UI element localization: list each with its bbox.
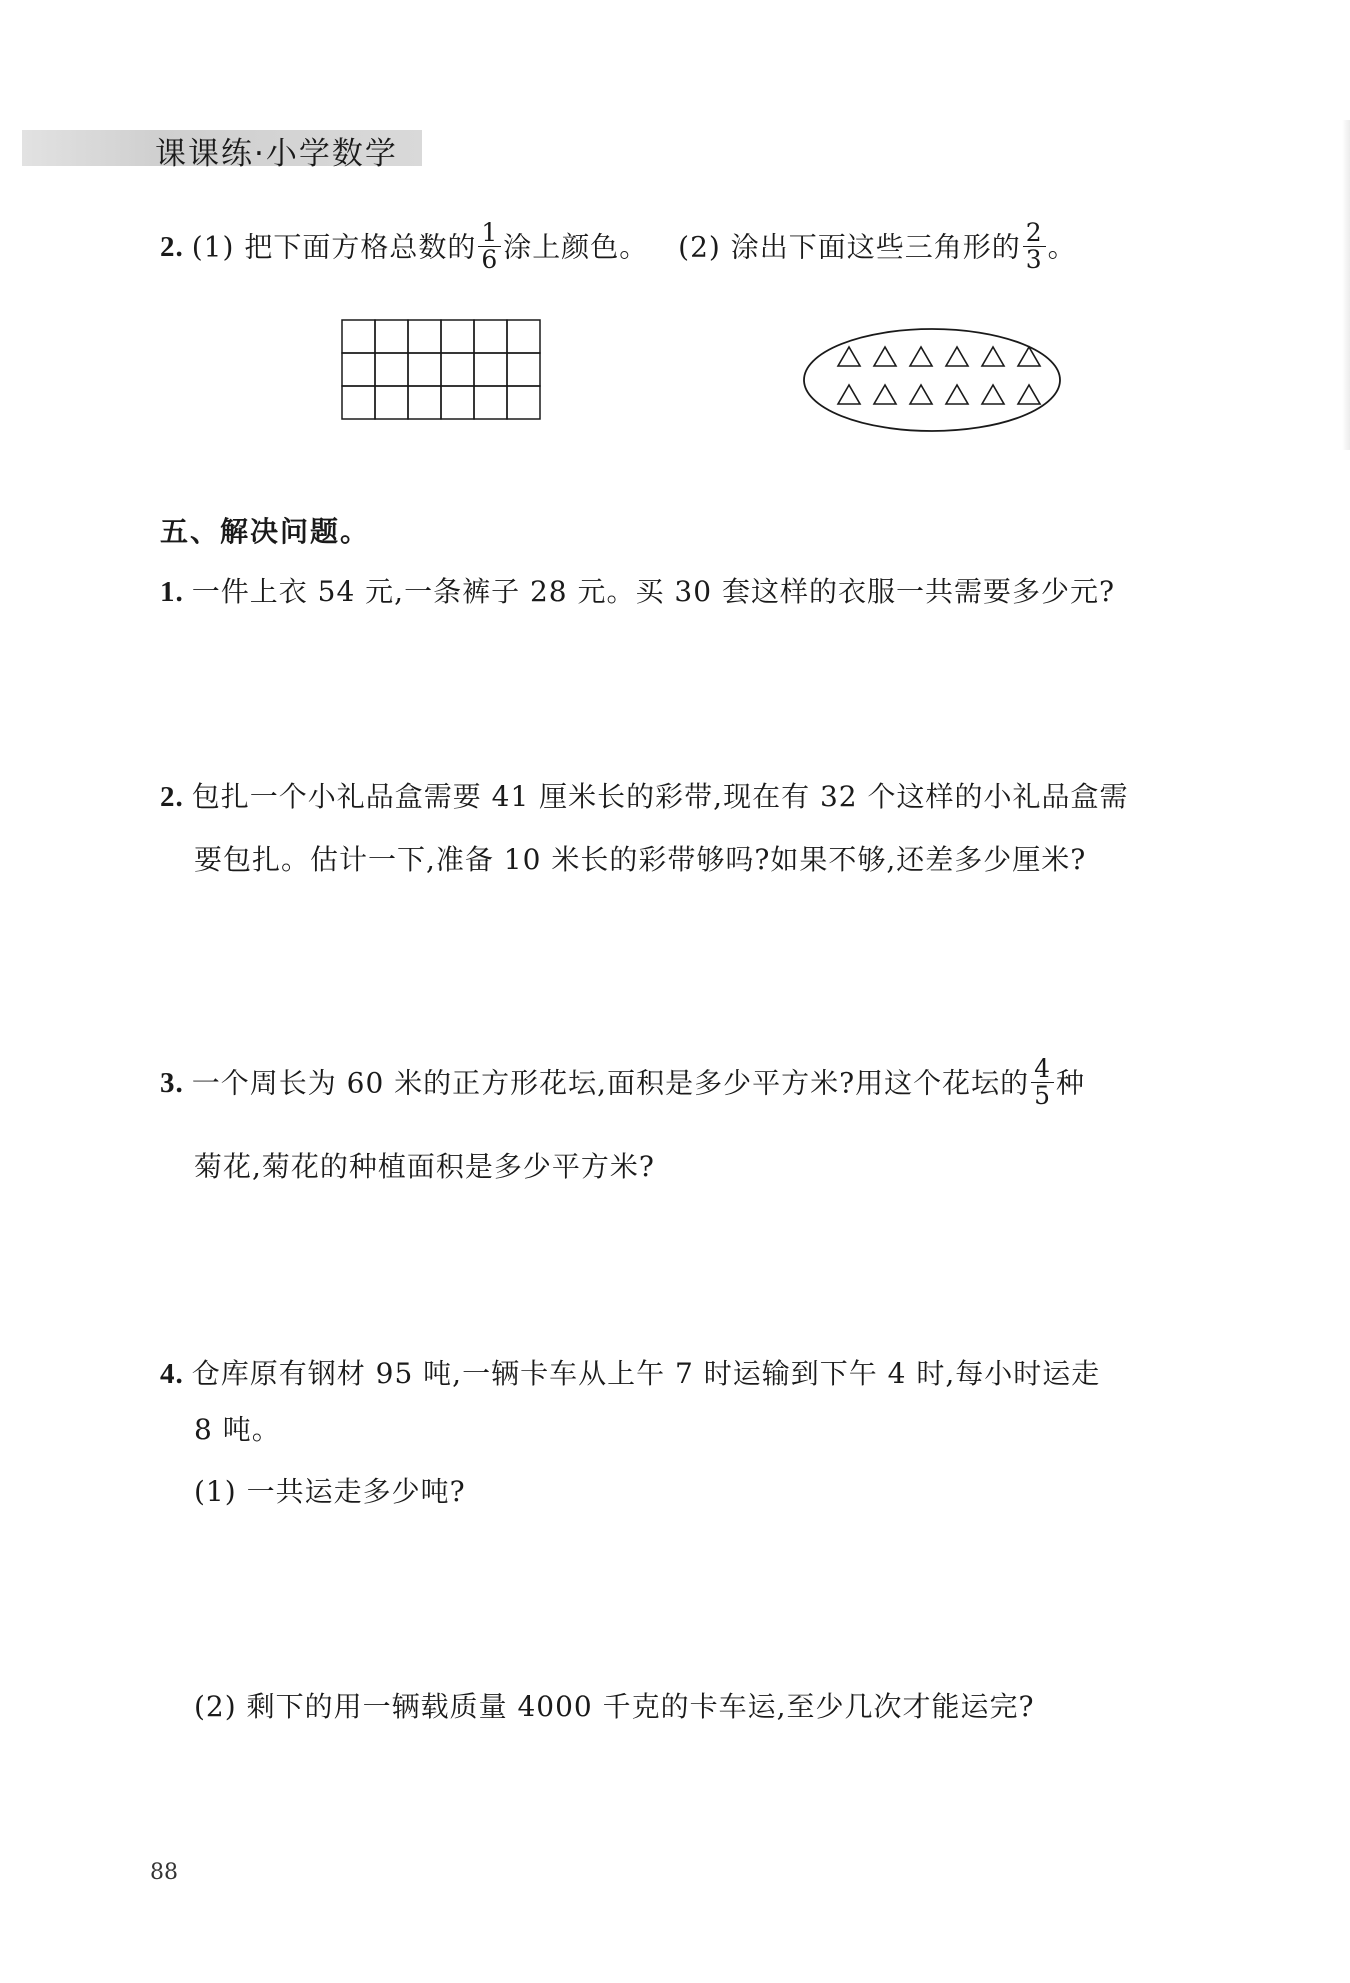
- q2-part1-fraction: [478, 220, 501, 274]
- grid-cell[interactable]: [441, 320, 474, 353]
- grid-cell[interactable]: [474, 386, 507, 419]
- fraction-numerator: 1: [478, 220, 501, 247]
- problem-3-line1-suffix: 种: [1056, 1066, 1086, 1100]
- problem-4-subquestion-2: (2) 剩下的用一辆载质量 4000 千克的卡车运,至少几次才能运完?: [194, 1690, 1035, 1723]
- q2-part2-suffix: 。: [1047, 230, 1077, 264]
- problem-4-line1: [160, 1352, 1100, 1392]
- grid-cell[interactable]: [441, 386, 474, 419]
- problem-1-number: 1.: [160, 576, 184, 608]
- grid-cell[interactable]: [507, 353, 540, 386]
- triangle-shape[interactable]: [946, 385, 968, 404]
- ellipse-outline: [804, 329, 1060, 431]
- grid-cell[interactable]: [474, 353, 507, 386]
- problem-4-number: 4.: [160, 1358, 184, 1390]
- triangle-shape[interactable]: [982, 385, 1004, 404]
- fraction-numerator: 2: [1023, 220, 1046, 247]
- problem-3-fraction: [1031, 1056, 1054, 1110]
- fraction-denominator: 5: [1034, 1081, 1052, 1111]
- triangles-ellipse-figure: [800, 325, 1065, 435]
- q2-part2-fraction: [1023, 220, 1046, 274]
- q2-part1-label: (1) 把下面方格总数的: [191, 230, 477, 264]
- problem-3-text-line1: 一个周长为 60 米的正方形花坛,面积是多少平方米?用这个花坛的: [191, 1066, 1030, 1100]
- problem-2-number: 2.: [160, 781, 184, 813]
- fraction-denominator: 6: [481, 245, 499, 275]
- page-number: 88: [150, 1860, 178, 1885]
- grid-cell[interactable]: [342, 386, 375, 419]
- grid-cell[interactable]: [408, 353, 441, 386]
- fraction-numerator: 4: [1031, 1056, 1054, 1083]
- triangle-shape[interactable]: [946, 347, 968, 366]
- grid-cell[interactable]: [342, 320, 375, 353]
- section-title: 五、解决问题。: [160, 515, 371, 548]
- problem-1-text: 一件上衣 54 元,一条裤子 28 元。买 30 套这样的衣服一共需要多少元?: [191, 575, 1115, 608]
- problem-2-line2: 要包扎。估计一下,准备 10 米长的彩带够吗?如果不够,还差多少厘米?: [194, 843, 1087, 876]
- q2-part2-label: (2) 涂出下面这些三角形的: [678, 230, 1021, 264]
- grid-cell[interactable]: [342, 353, 375, 386]
- problem-2-text-line1: 包扎一个小礼品盒需要 41 厘米长的彩带,现在有 32 个这样的小礼品盒需: [191, 780, 1129, 813]
- triangle-shape[interactable]: [874, 385, 896, 404]
- grid-cell[interactable]: [441, 353, 474, 386]
- problem-3-line1: [160, 1054, 1086, 1112]
- problem-1: [160, 570, 1115, 610]
- grid-cell[interactable]: [507, 386, 540, 419]
- grid-cell[interactable]: [408, 320, 441, 353]
- grid-cell[interactable]: [375, 353, 408, 386]
- grid-cell[interactable]: [375, 320, 408, 353]
- triangle-shape[interactable]: [874, 347, 896, 366]
- fraction-denominator: 3: [1025, 245, 1043, 275]
- problem-2-line1: [160, 775, 1129, 815]
- triangle-shape[interactable]: [1018, 385, 1040, 404]
- triangle-shape[interactable]: [838, 385, 860, 404]
- triangle-shape[interactable]: [910, 347, 932, 366]
- triangle-shape[interactable]: [982, 347, 1004, 366]
- problem-4-subquestion-1: (1) 一共运走多少吨?: [194, 1475, 466, 1508]
- triangle-shape[interactable]: [838, 347, 860, 366]
- grid-cell[interactable]: [375, 386, 408, 419]
- problem-4-text-line1: 仓库原有钢材 95 吨,一辆卡车从上午 7 时运输到下午 4 时,每小时运走: [191, 1357, 1101, 1390]
- problem-3-number: 3.: [160, 1067, 184, 1100]
- book-title: 课课练·小学数学: [155, 136, 398, 172]
- q2-part1-suffix: 涂上颜色。: [503, 230, 649, 264]
- triangle-shape[interactable]: [910, 385, 932, 404]
- grid-cell[interactable]: [474, 320, 507, 353]
- q2-number: 2.: [160, 231, 184, 264]
- q2-line: [160, 218, 1077, 276]
- page-edge-shadow: [1342, 120, 1350, 450]
- problem-4-line2: 8 吨。: [194, 1413, 281, 1446]
- problem-3-line2: 菊花,菊花的种植面积是多少平方米?: [194, 1150, 655, 1183]
- square-grid-figure[interactable]: [340, 318, 544, 422]
- grid-cell[interactable]: [408, 386, 441, 419]
- grid-cell[interactable]: [507, 320, 540, 353]
